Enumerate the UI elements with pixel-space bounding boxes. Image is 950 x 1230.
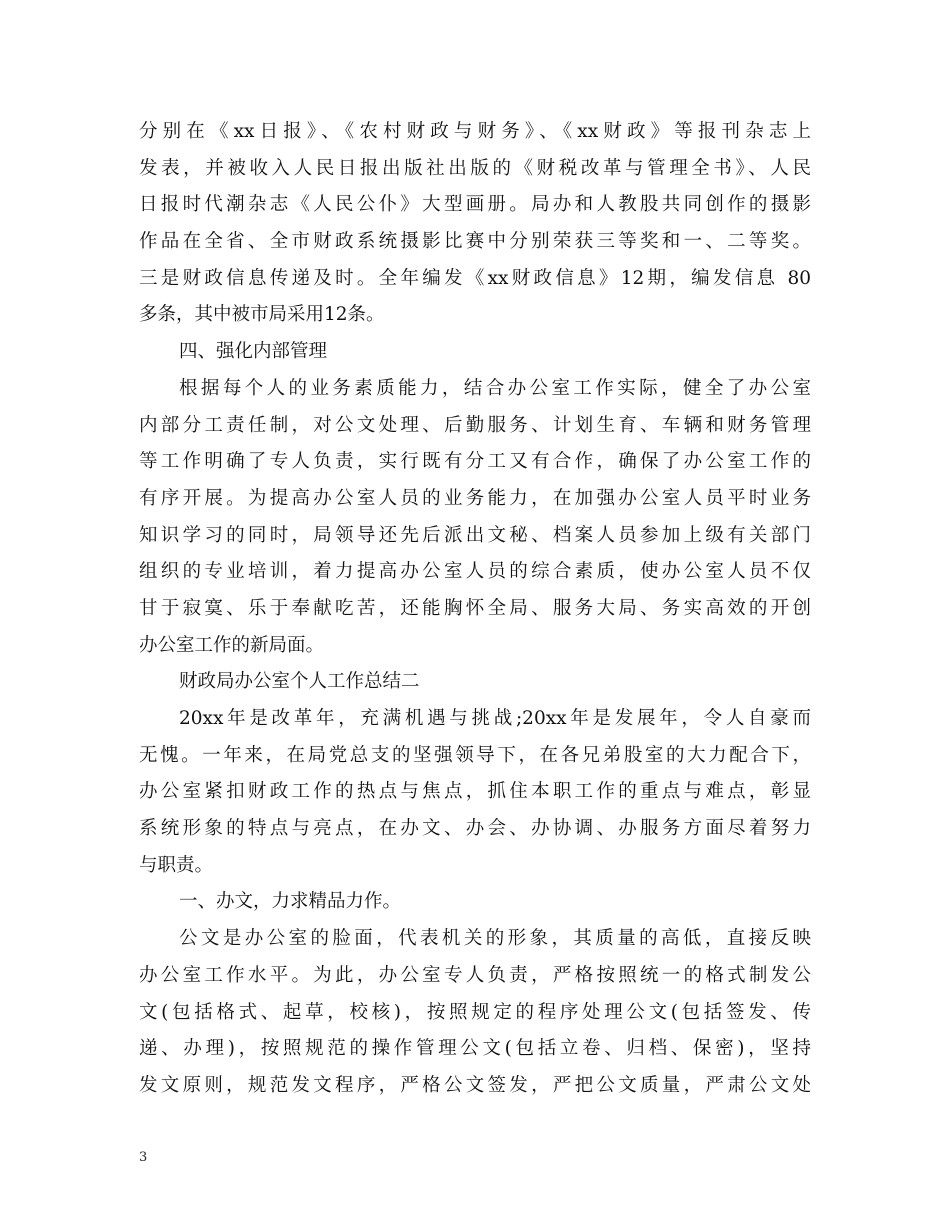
- text-line: 办公室工作的新局面。: [139, 634, 325, 656]
- text-line: 发文原则，规范发文程序，严格公文签发，严把公文质量，严肃公文处: [139, 1074, 811, 1096]
- text-line: 知识学习的同时，局领导还先后派出文秘、档案人员参加上级有关部门: [139, 524, 811, 546]
- text-line: 系统形象的特点与亮点，在办文、办会、办协调、办服务方面尽着努力: [139, 818, 811, 840]
- text-line: 等工作明确了专人负责，实行既有分工又有合作，确保了办公室工作的: [139, 451, 811, 473]
- text-line: 无愧。一年来，在局党总支的坚强领导下，在各兄弟股室的大力配合下，: [139, 744, 811, 766]
- text-line: 三是财政信息传递及时。全年编发《xx财政信息》12期，编发信息 80: [139, 267, 811, 289]
- text-line: 20xx年是改革年，充满机遇与挑战;20xx年是发展年，令人自豪而: [179, 708, 811, 729]
- text-line: 有序开展。为提高办公室人员的业务能力，在加强办公室人员平时业务: [139, 487, 811, 509]
- text-line: 分别在《xx日报》、《农村财政与财务》、《xx财政》等报刊杂志上: [139, 121, 811, 142]
- text-line: 一、办文，力求精品力作。: [179, 891, 402, 913]
- document-body: [139, 114, 811, 1105]
- text-line: 办公室工作水平。为此，办公室专人负责，严格按照统一的格式制发公: [139, 964, 811, 986]
- text-line: 作品在全省、全市财政系统摄影比赛中分别荣获三等奖和一、二等奖。: [139, 231, 811, 253]
- text-line: 发表，并被收入人民日报出版社出版的《财税改革与管理全书》、人民: [139, 157, 811, 179]
- text-line: 内部分工责任制，对公文处理、后勤服务、计划生育、车辆和财务管理: [139, 414, 811, 436]
- text-line: 公文是办公室的脸面，代表机关的形象，其质量的高低，直接反映: [179, 928, 811, 950]
- text-line: 办公室紧扣财政工作的热点与焦点，抓住本职工作的重点与难点，彰显: [139, 781, 811, 803]
- text-line: 甘于寂寞、乐于奉献吃苦，还能胸怀全局、服务大局、务实高效的开创: [139, 597, 811, 619]
- text-line: 组织的专业培训，着力提高办公室人员的综合素质，使办公室人员不仅: [139, 561, 811, 583]
- text-line: 文(包括格式、起草，校核)，按照规定的程序处理公文(包括签发、传: [139, 1001, 811, 1023]
- page-number: 3: [139, 1150, 148, 1165]
- text-line: 根据每个人的业务素质能力，结合办公室工作实际，健全了办公室: [179, 377, 811, 399]
- text-line: 与职责。: [139, 854, 214, 876]
- text-line: 财政局办公室个人工作总结二: [179, 671, 420, 693]
- text-line: 递、办理)，按照规范的操作管理公文(包括立卷、归档、保密)，坚持: [139, 1038, 811, 1060]
- text-line: 四、强化内部管理: [179, 341, 328, 363]
- text-line: 日报时代潮杂志《人民公仆》大型画册。局办和人教股共同创作的摄影: [139, 194, 811, 216]
- text-line: 多条，其中被市局采用12条。: [139, 304, 385, 326]
